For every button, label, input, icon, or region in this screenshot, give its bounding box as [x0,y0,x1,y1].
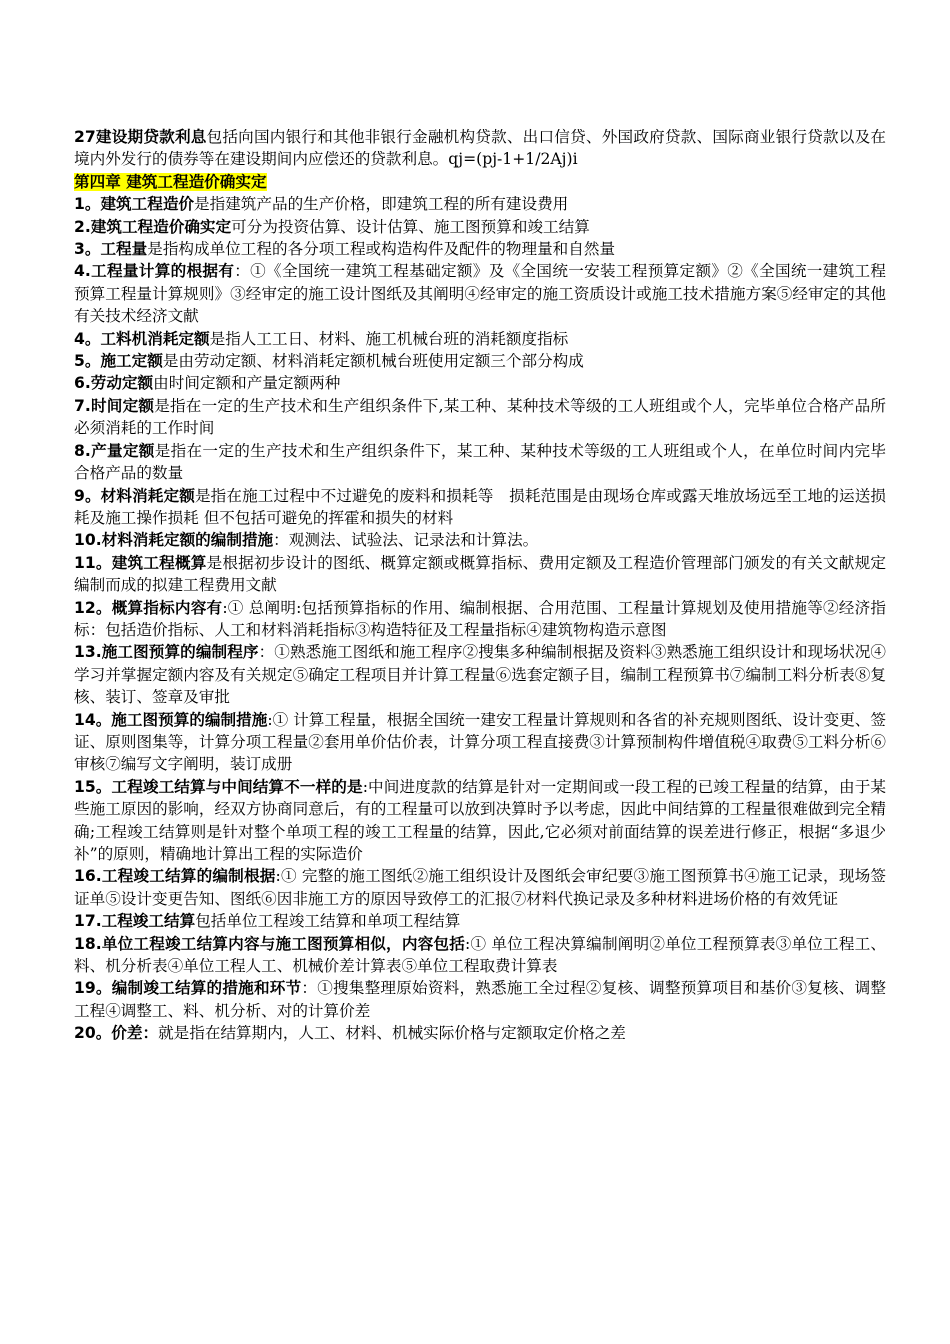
term-label: 1。建筑工程造价 [74,195,195,214]
term-label: 11。建筑工程概算 [74,553,207,572]
list-item [74,977,886,1022]
term-definition: 是根据初步设计的图纸、概算定额或概算指标、费用定额及工程造价管理部门颁发的有关文献规定编制而成的拟建工程费用文献 [74,553,886,595]
term-label: 17.工程竣工结算 [74,912,196,931]
term-label: 6.劳动定额 [74,374,154,393]
term-definition: ：①搜集整理原始资料，熟悉施工全过程②复核、调整预算项目和基价③复核、调整工程④调整工、料、机分析、对的计算价差 [74,979,886,1020]
list-item [74,485,886,530]
term-label: 2.建筑工程造价确实定 [74,217,232,236]
term-label: 7.时间定额 [74,396,155,415]
term-definition: 可分为投资估算、设计估算、施工图预算和竣工结算 [231,217,590,236]
term-definition: 是指在一定的生产技术和生产组织条件下，某工种、某种技术等级的工人班组或个人，在单位时间内完毕合格产品的数量 [74,441,886,483]
term-definition: :① 计算工程量，根据全国统一建安工程量计算规则和各省的补充规则图纸、设计变更、签证、原则图集等，计算分项工程量②套用单价估价表，计算分项工程直接费③计算预制构件增值税④取费⑤工料分析⑥审核⑦编写文字阐明，装订成册 [74,710,886,774]
term-label: 15。工程竣工结算与中间结算不一样的是 [74,777,363,796]
term-definition: 包括单位工程竣工结算和单项工程结算 [195,912,461,931]
term-label: 14。施工图预算的编制措施 [74,710,268,729]
list-item [74,641,886,708]
term-label: 8.产量定额 [74,441,155,460]
paragraph-construction-loan-interest [74,126,886,171]
term-label: 19。编制竣工结算的措施和环节 [74,979,302,998]
term-definition: :① 总阐明:包括预算指标的作用、编制根据、合用范围、工程量计算规划及使用措施等②经济指标：包括造价指标、人工和材料消耗指标③构造特征及工程量指标④建筑物构造示意图 [74,598,886,639]
term-label: 13.施工图预算的编制程序 [74,643,259,662]
term-definition: :中间进度款的结算是针对一定期间或一段工程的已竣工程量的结算，由于某些施工原因的影响，经双方协商同意后，有的工程量可以放到决算时予以考虑，因此中间结算的工程量很难做到完全精确;工程竣工结算则是针对整个单项工程的竣工工程量的结算，因此,它必须对前面结算的误差进行修正，根据“多退少补”的原则，精确地计算出工程的实际造价 [74,777,886,863]
term-label: 20。价差： [74,1024,159,1043]
term-definition: 是由劳动定额、材料消耗定额机械台班使用定额三个部分构成 [162,352,584,371]
term-label: 4.工程量计算的根据有 [74,262,235,281]
document-body [74,126,886,1045]
chapter-heading [74,171,886,193]
term-label: 9。材料消耗定额 [74,486,195,505]
term-definition: ：观测法、试验法、记录法和计算法。 [273,531,539,550]
list-item [74,933,886,978]
term-definition: 由时间定额和产量定额两种 [153,374,341,393]
term-definition: 包括向国内银行和其他非银行金融机构贷款、出口信贷、外国政府贷款、国际商业银行贷款以及在境内外发行的债券等在建设期间内应偿还的贷款利息。qj=(pj-1+1/2Aj)i [74,128,886,169]
list-item [74,1022,886,1044]
list-item [74,776,886,866]
term-definition: 是指人工工日、材料、施工机械台班的消耗额度指标 [209,329,569,348]
list-item [74,372,886,394]
term-definition: :① 完整的施工图纸②施工组织设计及图纸会审纪要③施工图预算书④施工记录，现场签证单⑤设计变更告知、图纸⑥因非施工方的原因导致停工的汇报⑦材料代换记录及多种材料进场价格的有效凭证 [74,867,886,908]
term-label: 18.单位工程竣工结算内容与施工图预算相似，内容包括 [74,934,466,953]
term-definition: :① 单位工程决算编制阐明②单位工程预算表③单位工程工、料、机分析表④单位工程人工、机械价差计算表⑤单位工程取费计算表 [74,934,887,976]
term-label: 16.工程竣工结算的编制根据 [74,867,276,886]
list-item [74,440,886,485]
term-label: 5。施工定额 [74,352,163,371]
list-item [74,865,886,910]
list-item [74,709,886,776]
term-definition: 是指在一定的生产技术和生产组织条件下,某工种、某种技术等级的工人班组或个人，完毕单位合格产品所必须消耗的工作时间 [74,396,886,438]
term-definition: 是指构成单位工程的各分项工程或构造构件及配件的物理量和自然量 [147,240,616,259]
term-definition: ：①《全国统一建筑工程基础定额》及《全国统一安装工程预算定额》②《全国统一建筑工程预算工程量计算规则》③经审定的施工设计图纸及其阐明④经审定的施工资质设计或施工技术措施方案⑤经审定的其他有关技术经济文献 [74,262,886,326]
term-definition: 就是指在结算期内，人工、材料、机械实际价格与定额取定价格之差 [158,1024,626,1043]
list-item [74,238,886,260]
list-item [74,260,886,327]
list-item [74,552,886,597]
list-item [74,193,886,215]
list-item [74,910,886,932]
list-item [74,529,886,551]
list-item [74,216,886,238]
term-label: 4。工料机消耗定额 [74,329,210,348]
term-definition: ：①熟悉施工图纸和施工程序②搜集多种编制根据及资料③熟悉施工组织设计和现场状况④学习并掌握定额内容及有关规定⑤确定工程项目并计算工程量⑥选套定额子目，编制工程预算书⑦编制工料分析表⑧复核、装订、签章及审批 [74,643,886,707]
chapter-heading-text: 第四章 建筑工程造价确实定 [74,172,267,191]
term-label: 12。概算指标内容有 [74,598,223,617]
term-label: 27建设期贷款利息 [74,128,207,146]
term-definition: 是指在施工过程中不过避免的废料和损耗等 损耗范围是由现场仓库或露天堆放场远至工地的运送损耗及施工操作损耗 但不包括可避免的挥霍和损失的材料 [74,486,886,527]
list-item [74,395,886,440]
list-item [74,350,886,372]
term-label: 10.材料消耗定额的编制措施 [74,531,274,550]
list-item [74,597,886,642]
term-label: 3。工程量 [74,240,148,259]
list-item [74,328,886,350]
term-definition: 是指建筑产品的生产价格，即建筑工程的所有建设费用 [194,195,569,214]
